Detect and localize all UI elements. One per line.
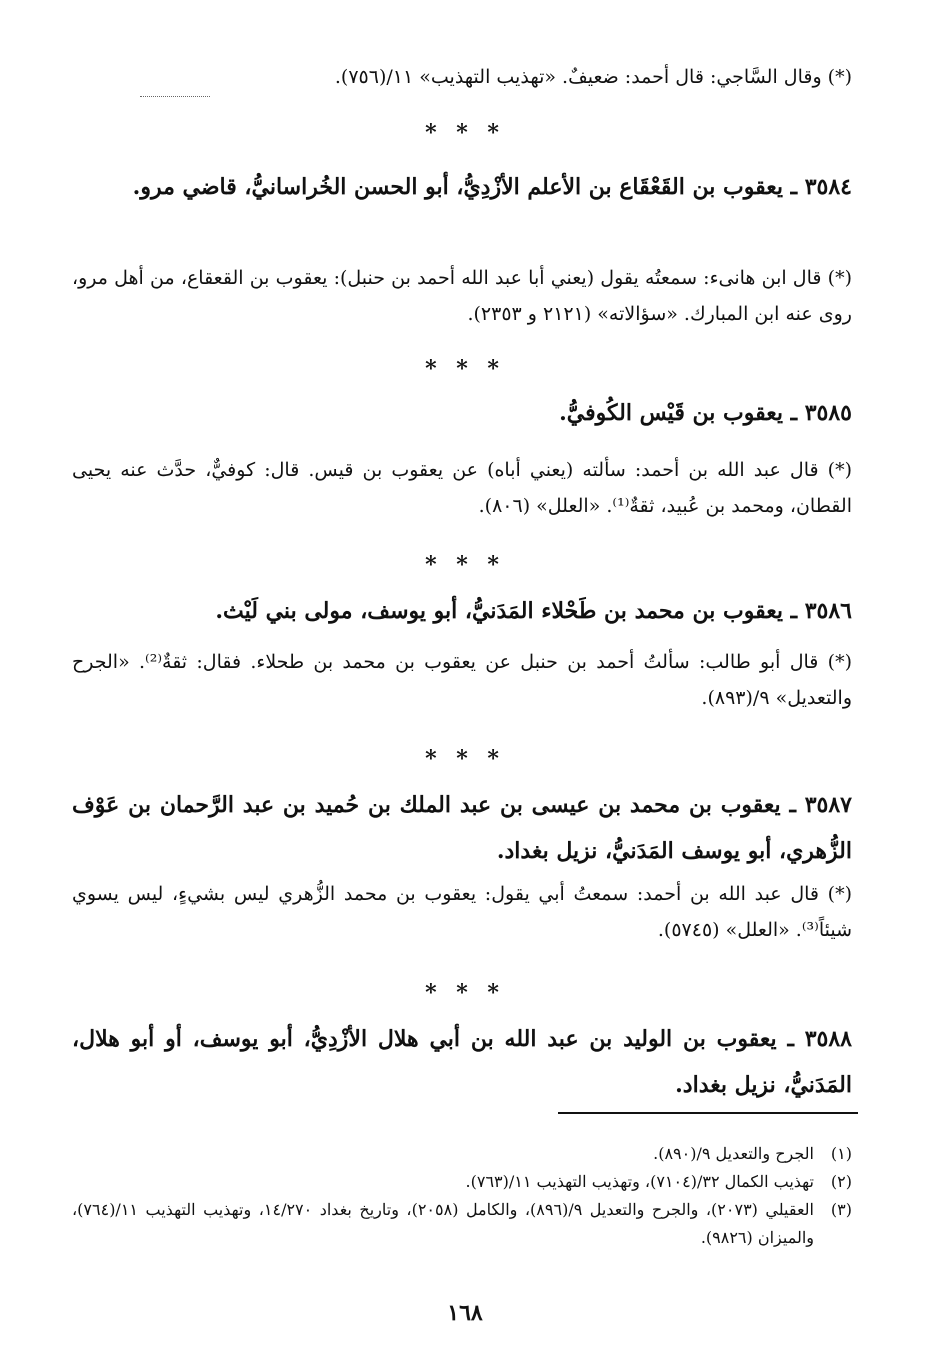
footnote-number: (١) [830,1144,852,1163]
entry-body-3586: (*) قال أبو طالب: سألتُ أحمد بن حنبل عن يعقوب بن محمد بن طحلاء. فقال: ثقةٌ⁽²⁾. «الجرح والتعديل» ٩/(٨٩٣). [72,651,852,709]
footnote-text: تهذيب الكمال ٣٢/(٧١٠٤)، وتهذيب التهذيب ١١/(٧٦٣). [465,1172,814,1191]
section-separator: * * * [425,980,505,1006]
section-separator: * * * [425,356,505,382]
footnote-text: الجرح والتعديل ٩/(٨٩٠). [653,1144,814,1163]
section-separator: * * * [425,552,505,578]
entry-heading-3585: ٣٥٨٥ ـ يعقوب بن قَيْس الكُوفيُّ. [559,400,852,426]
page-number: ١٦٨ [447,1300,483,1326]
entry-heading-3586: ٣٥٨٦ ـ يعقوب بن محمد بن طَحْلاء المَدَنيُّ، أبو يوسف، مولى بني لَيْث. [215,598,852,624]
entry-heading-3587: ٣٥٨٧ ـ يعقوب بن محمد بن عيسى بن عبد الملك بن حُميد بن عبد الرَّحمان بن عَوْف الزُّهري، أبو يوسف المَدَنيُّ، نزيل بغداد. [72,792,852,864]
footnotes [72,1140,852,1252]
section-separator: * * * [425,746,505,772]
footnote-rule [558,1112,858,1114]
footnote-item [72,1168,852,1196]
footnote-item [72,1140,852,1168]
entry-body-3584: (*) قال ابن هانىء: سمعتُه يقول (يعني أبا عبد الله أحمد بن حنبل): يعقوب بن القعقاع، من أهل مرو، روى عنه ابن المبارك. «سؤالاته» (٢١٢١ و ٢٣٥٣). [72,267,852,325]
footnote-number: (٢) [830,1172,852,1191]
intro-paragraph: (*) وقال السَّاجي: قال أحمد: ضعيفٌ. «تهذيب التهذيب» ١١/(٧٥٦). [334,66,852,88]
entry-body-3587: (*) قال عبد الله بن أحمد: سمعتُ أبي يقول: يعقوب بن محمد الزُّهري ليس بشيءٍ، ليس يسوي شيئاً⁽³⁾. «العلل» (٥٧٤٥). [72,883,852,941]
footnote-number: (٣) [830,1200,852,1219]
entry-body-3585: (*) قال عبد الله بن أحمد: سألته (يعني أباه) عن يعقوب بن قيس. قال: كوفيٌّ، حدَّث عنه يحيى القطان، ومحمد بن عُبيد، ثقةٌ⁽¹⁾. «العلل» (٨٠٦). [72,459,852,517]
intro-dotted-rule [140,96,210,97]
entry-heading-3588: ٣٥٨٨ ـ يعقوب بن الوليد بن عبد الله بن أبي هلال الأزْدِيُّ، أبو يوسف، أو أبو هلال، المَدَنيُّ، نزيل بغداد. [72,1026,852,1098]
footnote-item [72,1196,852,1252]
section-separator: * * * [425,120,505,146]
entry-heading-3584: ٣٥٨٤ ـ يعقوب بن القَعْقَاع بن الأعلم الأزْدِيُّ، أبو الحسن الخُراسانيُّ، قاضي مرو. [132,174,852,200]
footnote-text: العقيلي (٢٠٧٣)، والجرح والتعديل ٩/(٨٩٦)، والكامل (٢٠٥٨)، وتاريخ بغداد ١٤/٢٧٠، وتهذيب التهذيب ١١/(٧٦٤)، والميزان (٩٨٢٦). [72,1200,815,1247]
